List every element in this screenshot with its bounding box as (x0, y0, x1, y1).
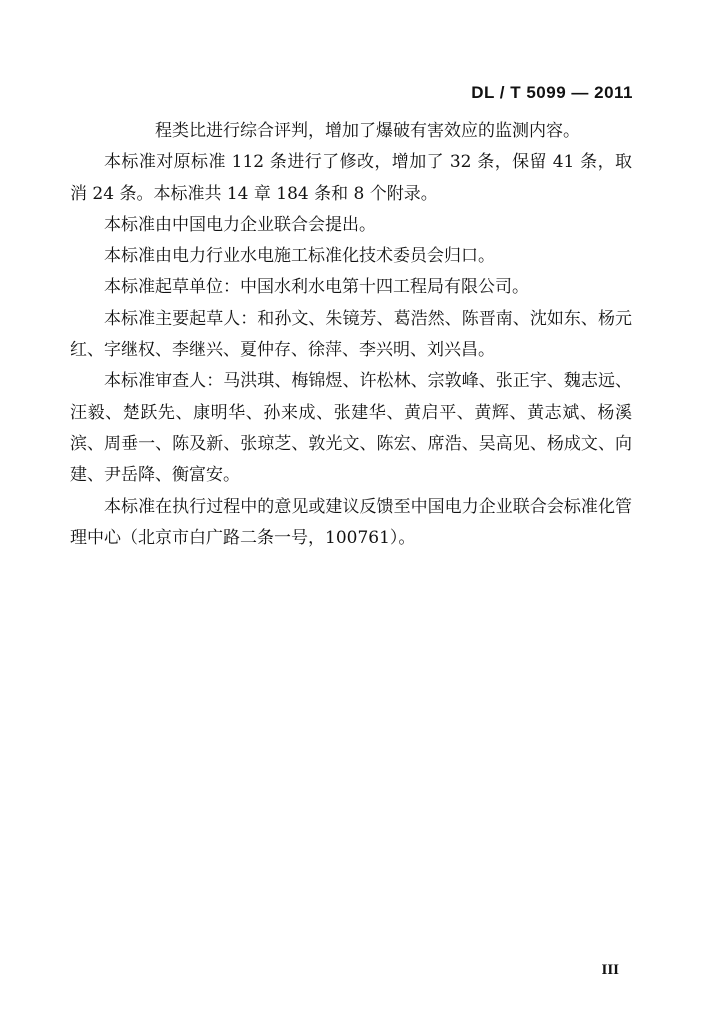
paragraph-proposer: 本标准由中国电力企业联合会提出。 (104, 214, 376, 235)
paragraph-committee: 本标准由电力行业水电施工标准化技术委员会归口。 (104, 246, 495, 267)
standard-code: DL / T 5099 — 2011 (471, 83, 633, 102)
paragraph-feedback: 本标准在执行过程中的意见或建议反馈至中国电力企业联合会标准化管理中心（北京市白广路二条一号，100761）。 (70, 496, 632, 548)
page-number: III (601, 962, 619, 978)
paragraph-drafters: 本标准主要起草人：和孙文、朱镜芳、葛浩然、陈晋南、沈如东、杨元红、字继权、李继兴、夏仲存、徐萍、李兴明、刘兴昌。 (70, 308, 632, 361)
paragraph-continuation: 程类比进行综合评判，增加了爆破有害效应的监测内容。 (155, 121, 580, 141)
paragraph-drafting-unit: 本标准起草单位：中国水利水电第十四工程局有限公司。 (104, 277, 529, 298)
paragraph-reviewers: 本标准审查人：马洪琪、梅锦煜、许松林、宗敦峰、张正宇、魏志远、汪毅、楚跃先、康明华、孙来成、张建华、黄启平、黄辉、黄志斌、杨溪滨、周垂一、陈及新、张琼芝、敦光文、陈宏、席浩、吴高见、杨成文、向建、尹岳降、衡富安。 (70, 371, 632, 486)
paragraph-revision-summary: 本标准对原标准 112 条进行了修改，增加了 32 条，保留 41 条，取消 24 条。本标准共 14 章 184 条和 8 个附录。 (70, 152, 632, 204)
preface-text (70, 116, 632, 554)
